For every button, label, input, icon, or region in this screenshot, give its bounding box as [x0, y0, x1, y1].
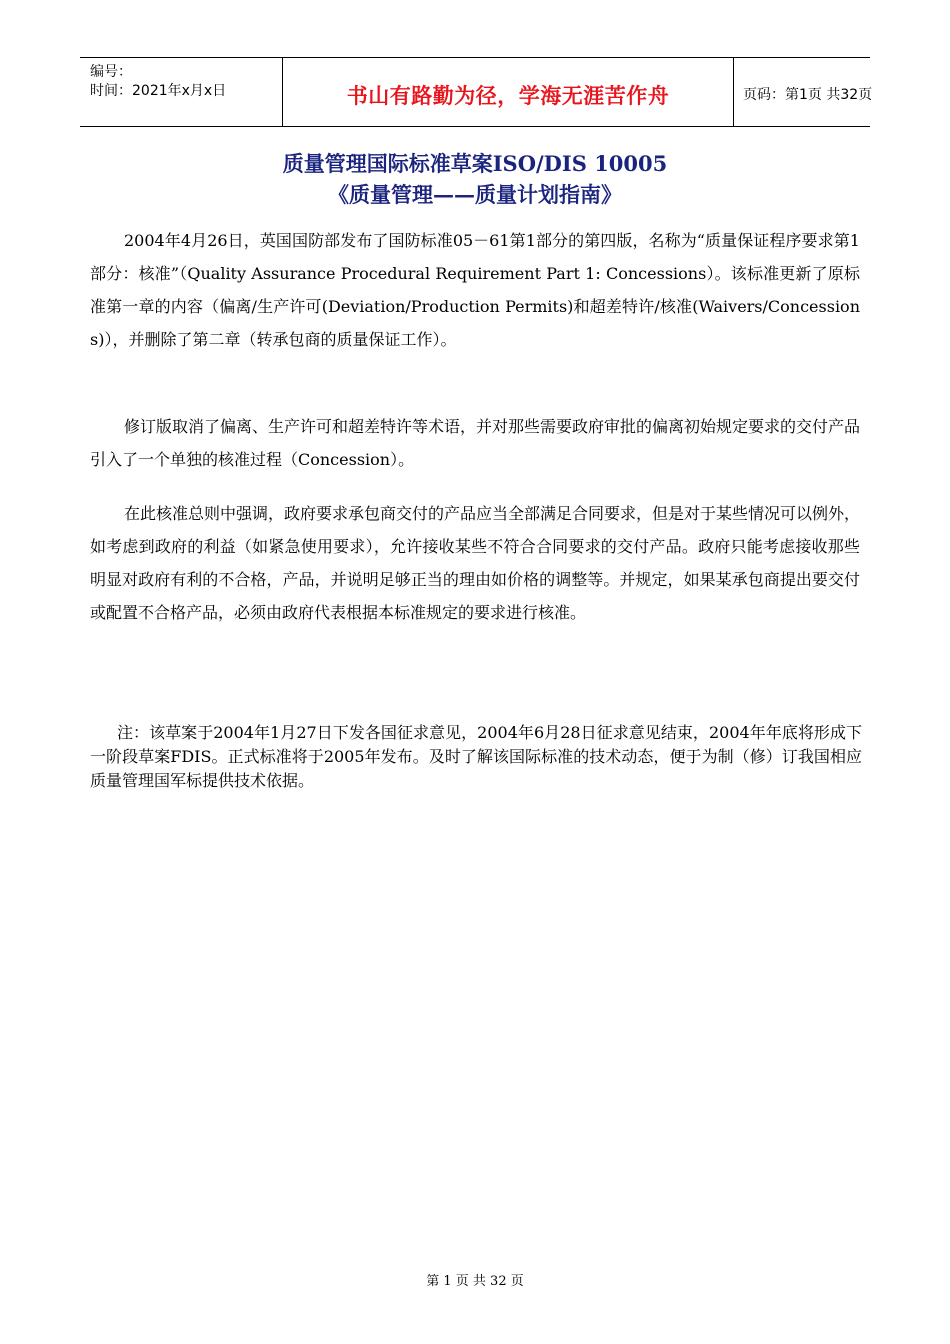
- body-paragraph: 2004年4月26日，英国国防部发布了国防标准05－61第1部分的第四版，名称为“质量保证程序要求第1部分：核准”（Quality Assurance Procedural Requirement Part 1: Concessions）。该标准更新了原标准第一章的内容（偏离/生产许可(Deviation/Production Permits)和超差特许/核准(Waivers/Concessions)），并删除了第二章（转承包商的质量保证工作）。: [90, 231, 860, 349]
- header-motto: 书山有路勤为径，学海无涯苦作舟: [346, 84, 670, 108]
- body-paragraph: 在此核准总则中强调，政府要求承包商交付的产品应当全部满足合同要求，但是对于某些情况可以例外，如考虑到政府的利益（如紧急使用要求），允许接收某些不符合合同要求的交付产品。政府只能考虑接收那些明显对政府有利的不合格，产品，并说明足够正当的理由如价格的调整等。并规定，如果某承包商提出要交付或配置不合格产品，必须由政府代表根据本标准规定的要求进行核准。: [90, 504, 861, 622]
- document-date-label: 时间：2021年x月x日: [90, 83, 227, 99]
- header-motto-cell: [282, 58, 734, 126]
- body-paragraph: 修订版取消了偏离、生产许可和超差特许等术语，并对那些需要政府审批的偏离初始规定要求的交付产品引入了一个单独的核准过程（Concession）。: [90, 417, 861, 469]
- page-title: 质量管理国际标准草案ISO/DIS 10005: [282, 151, 668, 176]
- note-paragraph: 注：该草案于2004年1月27日下发各国征求意见，2004年6月28日征求意见结束，2004年年底将形成下一阶段草案FDIS。正式标准将于2005年发布。及时了解该国际标准的技术动态，便于为制（修）订我国相应质量管理国军标提供技术依据。: [90, 723, 862, 790]
- header-page-label: 页码：第1页 共32页: [743, 87, 873, 103]
- document-number-label: 编号：: [90, 64, 132, 80]
- page-footer: 第 1 页 共 32 页: [426, 1274, 524, 1289]
- header-page-cell: [733, 58, 873, 126]
- document-header: [80, 57, 873, 127]
- header-meta-cell: [80, 58, 282, 126]
- page-subtitle: 《质量管理——质量计划指南》: [328, 182, 622, 207]
